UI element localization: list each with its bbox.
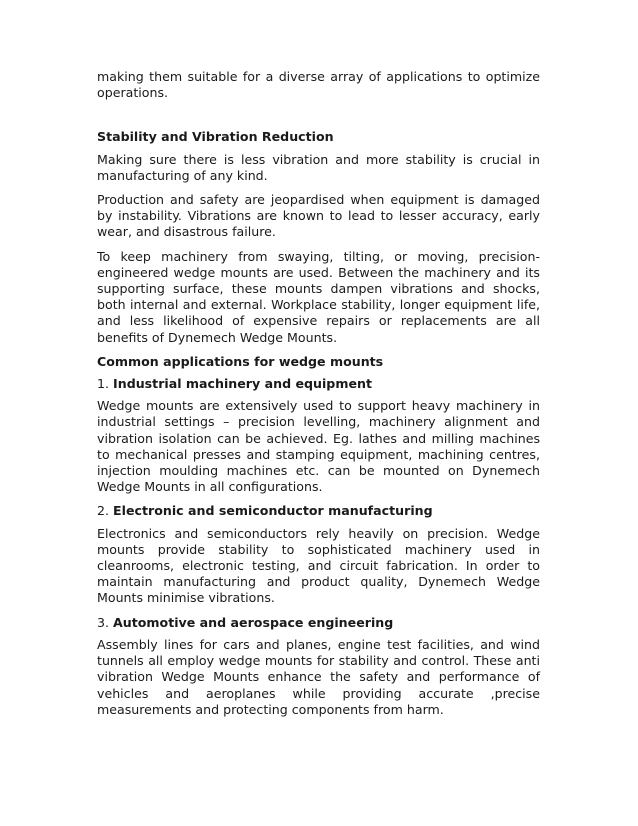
list-item-heading [97, 615, 540, 631]
list-number: 3. [97, 614, 110, 630]
list-item-heading [97, 376, 540, 392]
list-item-title: Automotive and aerospace engineering [113, 614, 394, 630]
list-number: 1. [97, 376, 110, 392]
list-item-title: Industrial machinery and equipment [113, 376, 372, 392]
list-item-title: Electronic and semiconductor manufacturing [113, 503, 433, 519]
list-item-heading [97, 503, 540, 519]
list-item-body: Assembly lines for cars and planes, engine test facilities, and wind tunnels all employ wedge mounts for stability and control. These anti vibration Wedge Mounts enhance the safety and performance of vehicles and aeroplanes while providing accurate ,precise measurements and protecting components from harm. [97, 636, 540, 717]
list-item-body: Wedge mounts are extensively used to support heavy machinery in industrial settings – precision levelling, machinery alignment and vibration isolation can be achieved. Eg. lathes and milling machines to mechanical presses and stamping equipment, machining centres, injection moulding machines etc. can be mounted on Dynemech Wedge Mounts in all configurations. [97, 398, 540, 495]
intro-paragraph: making them suitable for a diverse array of applications to optimize operations. [97, 69, 540, 101]
document-page [97, 69, 540, 726]
paragraph: To keep machinery from swaying, tilting, or moving, precision-engineered wedge mounts are used. Between the machinery and its supporting surface, these mounts dampen vibrations and shocks, both internal and external. Workplace stability, longer equipment life, and less likelihood of expensive repairs or replacements are all benefits of Dynemech Wedge Mounts. [97, 248, 540, 345]
section-heading-applications: Common applications for wedge mounts [97, 353, 384, 369]
list-number: 2. [97, 503, 110, 519]
list-item-body: Electronics and semiconductors rely heavily on precision. Wedge mounts provide stability to sophisticated machinery used in cleanrooms, electronic testing, and circuit fabrication. In order to maintain manufacturing and product quality, Dynemech Wedge Mounts minimise vibrations. [97, 525, 540, 606]
paragraph: Making sure there is less vibration and more stability is crucial in manufacturing of any kind. [97, 151, 540, 183]
section-heading-stability: Stability and Vibration Reduction [97, 129, 334, 145]
paragraph: Production and safety are jeopardised when equipment is damaged by instability. Vibrations are known to lead to lesser accuracy, early wear, and disastrous failure. [97, 192, 540, 240]
